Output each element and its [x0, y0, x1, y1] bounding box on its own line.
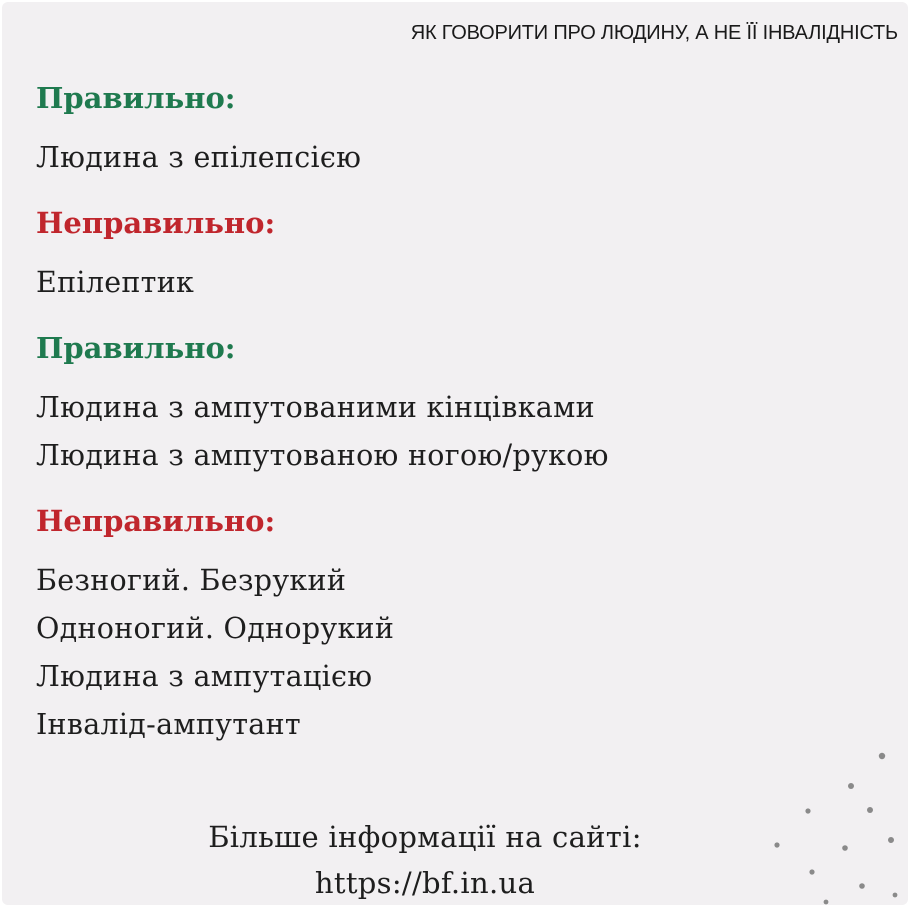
- content-area: [36, 80, 888, 749]
- correct-phrases: [36, 134, 888, 182]
- phrase-line: Інвалід-ампутант: [36, 708, 301, 741]
- section-incorrect-epilepsy: [36, 205, 888, 307]
- incorrect-phrases: [36, 557, 888, 749]
- phrase-line: Людина з ампутованими кінцівками: [36, 391, 595, 424]
- footer-more-info: Більше інформації на сайті:: [208, 820, 642, 854]
- incorrect-phrases: [36, 259, 888, 307]
- phrase-line: Епілептик: [36, 266, 195, 299]
- correct-heading: Правильно:: [36, 81, 236, 115]
- phrase-line: Одноногий. Однорукий: [36, 612, 395, 645]
- footer: [2, 814, 848, 905]
- phrase-line: Безногий. Безрукий: [36, 564, 347, 597]
- phrase-line: Людина з ампутацією: [36, 660, 373, 693]
- section-incorrect-amputation: [36, 503, 888, 749]
- phrase-line: Людина з ампутованою ногою/рукою: [36, 439, 609, 472]
- correct-heading: Правильно:: [36, 331, 236, 365]
- incorrect-heading: Неправильно:: [36, 504, 276, 538]
- correct-phrases: [36, 384, 888, 480]
- info-card: [2, 2, 908, 905]
- header-title: ЯК ГОВОРИТИ ПРО ЛЮДИНУ, А НЕ ЇЇ ІНВАЛІДНІСТЬ: [410, 22, 898, 44]
- website-link[interactable]: https://bf.in.ua: [314, 866, 536, 900]
- phrase-line: Людина з епілепсією: [36, 141, 362, 174]
- section-correct-epilepsy: [36, 80, 888, 182]
- incorrect-heading: Неправильно:: [36, 206, 276, 240]
- section-correct-amputation: [36, 330, 888, 480]
